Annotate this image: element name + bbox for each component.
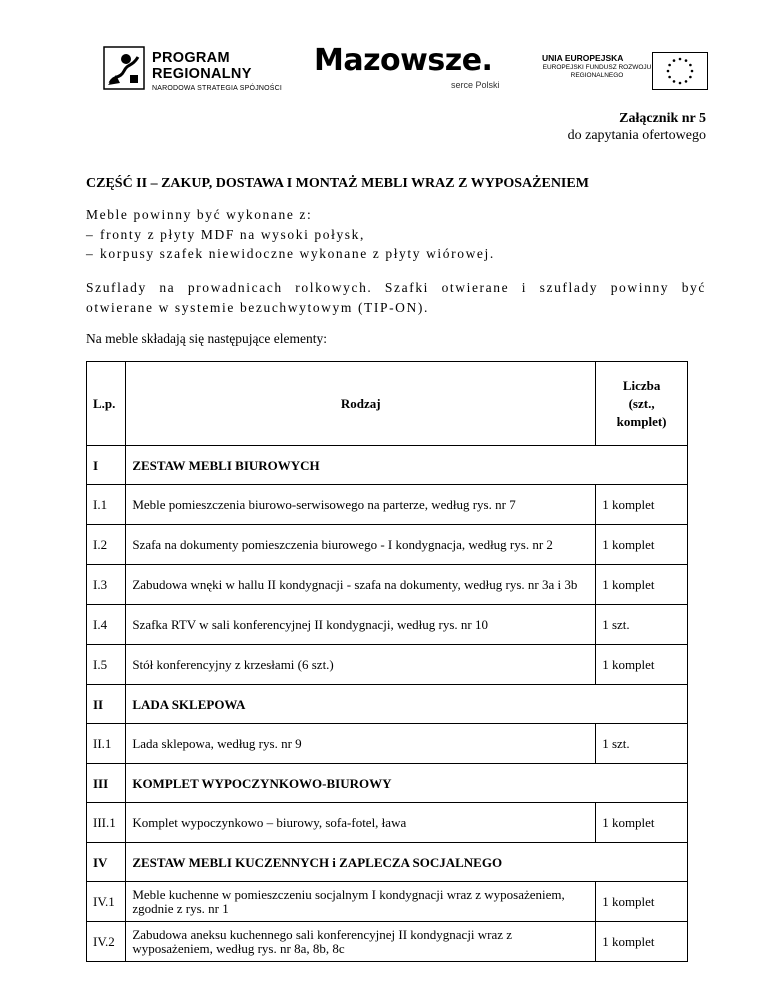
spec-list — [86, 225, 706, 264]
table-row — [87, 565, 688, 605]
row-qty: 1 komplet — [596, 922, 688, 962]
furniture-table — [86, 361, 688, 962]
row-qty: 1 komplet — [596, 565, 688, 605]
table-row — [87, 525, 688, 565]
row-lp: III.1 — [87, 803, 126, 843]
table-group-row — [87, 764, 688, 803]
table-row — [87, 485, 688, 525]
eu-line2: EUROPEJSKI FUNDUSZ ROZWOJU REGIONALNEGO — [542, 64, 652, 79]
table-row — [87, 605, 688, 645]
group-empty-cell — [596, 685, 688, 724]
row-lp: I.1 — [87, 485, 126, 525]
group-lp: IV — [87, 843, 126, 882]
eu-flag-icon — [652, 52, 708, 90]
row-qty: 1 komplet — [596, 803, 688, 843]
table-row — [87, 724, 688, 764]
table-row — [87, 803, 688, 843]
header-liczba-line3: komplet) — [616, 413, 667, 429]
group-name: ZESTAW MEBLI BIUROWYCH — [126, 446, 596, 485]
row-desc: Komplet wypoczynkowo – biurowy, sofa-fotel, ława — [126, 803, 596, 843]
header-liczba — [596, 362, 688, 446]
group-empty-cell — [596, 764, 688, 803]
row-desc: Zabudowa aneksu kuchennego sali konferencyjnej II kondygnacji wraz z wyposażeniem, według rys. nr 8a, 8b, 8c — [126, 922, 596, 962]
group-lp: II — [87, 685, 126, 724]
drawers-paragraph: Szuflady na prowadnicach rolkowych. Szafki otwierane i szuflady powinny być otwierane w systemie bezuchwytowym (TIP-ON). — [86, 280, 706, 315]
group-empty-cell — [596, 446, 688, 485]
material-spec — [86, 205, 706, 264]
row-desc: Szafa na dokumenty pomieszczenia biurowego - I kondygnacja, według rys. nr 2 — [126, 525, 596, 565]
annex-subtitle: do zapytania ofertowego — [567, 128, 706, 143]
eu-line1: UNIA EUROPEJSKA — [542, 53, 624, 63]
table-header-row — [87, 362, 688, 446]
row-qty: 1 komplet — [596, 645, 688, 685]
row-desc: Lada sklepowa, według rys. nr 9 — [126, 724, 596, 764]
spec-item: – fronty z płyty MDF na wysoki połysk, — [86, 225, 706, 245]
group-lp: III — [87, 764, 126, 803]
mazowsze-wordmark: Mazowsze. — [314, 43, 493, 78]
program-line2: REGIONALNY — [152, 66, 252, 82]
row-desc: Meble pomieszczenia biurowo-serwisowego na parterze, według rys. nr 7 — [126, 485, 596, 525]
row-desc: Stół konferencyjny z krzesłami (6 szt.) — [126, 645, 596, 685]
row-lp: I.3 — [87, 565, 126, 605]
table-group-row — [87, 685, 688, 724]
section-title: CZĘŚĆ II – ZAKUP, DOSTAWA I MONTAŻ MEBLI WRAZ Z WYPOSAŻENIEM — [86, 176, 589, 191]
row-qty: 1 komplet — [596, 485, 688, 525]
mazowsze-logo — [314, 44, 514, 94]
row-lp: I.4 — [87, 605, 126, 645]
table-row — [87, 645, 688, 685]
row-lp: I.5 — [87, 645, 126, 685]
header-liczba-line1: Liczba — [622, 377, 661, 393]
header-lp: L.p. — [87, 362, 126, 446]
annex-title: Załącznik nr 5 — [619, 111, 706, 126]
row-qty: 1 szt. — [596, 724, 688, 764]
group-name: ZESTAW MEBLI KUCZENNYCH i ZAPLECZA SOCJALNEGO — [126, 843, 596, 882]
logo-header — [0, 40, 768, 100]
row-lp: I.2 — [87, 525, 126, 565]
table-row — [87, 882, 688, 922]
header-rodzaj: Rodzaj — [126, 362, 596, 446]
group-lp: I — [87, 446, 126, 485]
row-desc: Szafka RTV w sali konferencyjnej II kondygnacji, według rys. nr 10 — [126, 605, 596, 645]
row-qty: 1 komplet — [596, 525, 688, 565]
annex-heading — [568, 110, 706, 144]
group-name: LADA SKLEPOWA — [126, 685, 596, 724]
spec-item: – korpusy szafek niewidoczne wykonane z płyty wiórowej. — [86, 244, 706, 264]
row-lp: IV.1 — [87, 882, 126, 922]
table-row — [87, 922, 688, 962]
group-name: KOMPLET WYPOCZYNKOWO-BIUROWY — [126, 764, 596, 803]
row-desc: Meble kuchenne w pomieszczeniu socjalnym I kondygnacji wraz z wyposażeniem, zgodnie z rys. nr 1 — [126, 882, 596, 922]
row-lp: IV.2 — [87, 922, 126, 962]
row-qty: 1 komplet — [596, 882, 688, 922]
mazowsze-tagline: serce Polski — [451, 80, 500, 90]
eu-logo — [542, 52, 712, 94]
table-group-row — [87, 446, 688, 485]
spec-intro: Meble powinny być wykonane z: — [86, 207, 313, 222]
program-emblem-icon — [102, 45, 146, 91]
program-regionalny-logo — [102, 45, 302, 95]
group-empty-cell — [596, 843, 688, 882]
program-line1: PROGRAM — [152, 50, 230, 66]
row-desc: Zabudowa wnęki w hallu II kondygnacji - szafa na dokumenty, według rys. nr 3a i 3b — [126, 565, 596, 605]
table-group-row — [87, 843, 688, 882]
elements-intro: Na meble składają się następujące elementy: — [86, 331, 328, 346]
program-line3: NARODOWA STRATEGIA SPÓJNOŚCI — [152, 85, 283, 92]
row-qty: 1 szt. — [596, 605, 688, 645]
row-lp: II.1 — [87, 724, 126, 764]
header-liczba-line2: (szt., — [628, 395, 655, 411]
